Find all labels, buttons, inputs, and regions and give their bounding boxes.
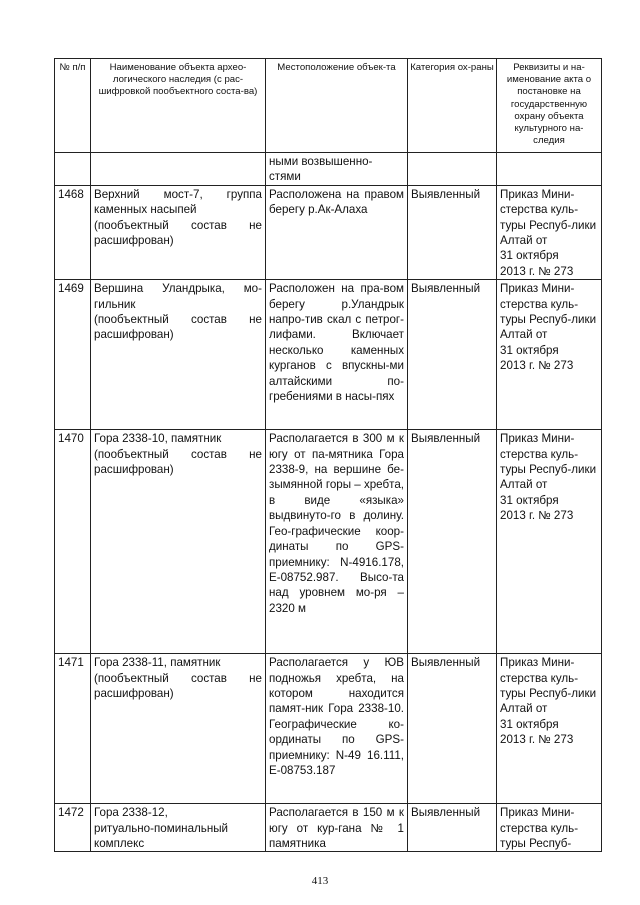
cell-name: Вершина Уландрыка, мо-гильник (пообъектный состав не расшифрован) [91,280,266,430]
cell-number [55,153,91,186]
page-number: 413 [311,875,329,887]
cell-category: Выявленный [408,185,497,279]
cell-document: Приказ Мини-стерства куль-туры Респуб-лики Алтай от 31 октября 2013 г. № 273 [497,280,602,430]
cell-location: Располагается в 150 м к югу от кур-гана № 1 памятника [266,804,408,852]
cell-name [91,153,266,186]
cell-document [497,153,602,186]
cell-number: 1470 [55,430,91,654]
table-row [55,804,602,852]
cell-number: 1472 [55,804,91,852]
cell-location: Располагается у ЮВ подножья хребта, на котором находится памят-ник Гора 2338-10. Географические ко-ординаты по GPS-приемнику: N-49 16.111, E-08753.187 [266,654,408,804]
header-act-details: Реквизиты и на-именование акта о постановке на государственную охрану объекта культурного на-следия [497,59,602,153]
table-row [55,185,602,279]
cell-category: Выявленный [408,804,497,852]
cell-name: Гора 2338-11, памятник (пообъектный состав не расшифрован) [91,654,266,804]
header-location: Местоположение объек-та [266,59,408,153]
header-protection-category: Категория ох-раны [408,59,497,153]
table-row [55,280,602,430]
cell-document: Приказ Мини-стерства куль-туры Респуб-лики Алтай от 31 октября 2013 г. № 273 [497,185,602,279]
cell-number: 1471 [55,654,91,804]
table-row [55,654,602,804]
cell-location: ными возвышенно- стями [266,153,408,186]
cell-document: Приказ Мини-стерства куль-туры Респуб- [497,804,602,852]
cell-document: Приказ Мини-стерства куль-туры Респуб-лики Алтай от 31 октября 2013 г. № 273 [497,654,602,804]
cell-location: Расположен на пра-вом берегу р.Уландрык напро-тив скал с петрог-лифами. Включает несколько каменных курганов с впускны-ми алтайскими по-гребениями в насы-пях [266,280,408,430]
cell-category: Выявленный [408,280,497,430]
cell-number: 1468 [55,185,91,279]
table-row-continuation [55,153,602,186]
table-header-row [55,59,602,153]
cell-location: Располагается в 300 м к югу от па-мятника Гора 2338-9, на вершине бе-зымянной горы – хребта, в виде «языка» выдвинуто-го в долину. Гео-графические коор-динаты по GPS-приемнику: N-4916.178, E-08752.987. Высо-та над уровнем мо-ря – 2320 м [266,430,408,654]
heritage-register-table [54,58,602,852]
table-row [55,430,602,654]
cell-category: Выявленный [408,654,497,804]
cell-number: 1469 [55,280,91,430]
cell-category: Выявленный [408,430,497,654]
cell-name: Гора 2338-12, ритуально-поминальный комплекс [91,804,266,852]
cell-location: Расположена на правом берегу р.Ак-Алаха [266,185,408,279]
cell-name: Гора 2338-10, памятник (пообъектный состав не расшифрован) [91,430,266,654]
cell-name: Верхний мост-7, группа каменных насыпей (пообъектный состав не расшифрован) [91,185,266,279]
cell-document: Приказ Мини-стерства куль-туры Респуб-лики Алтай от 31 октября 2013 г. № 273 [497,430,602,654]
header-object-name: Наименование объекта архео-логического наследия (с рас-шифровкой пообъектного соста-ва) [91,59,266,153]
cell-category [408,153,497,186]
header-number: № п/п [55,59,91,153]
